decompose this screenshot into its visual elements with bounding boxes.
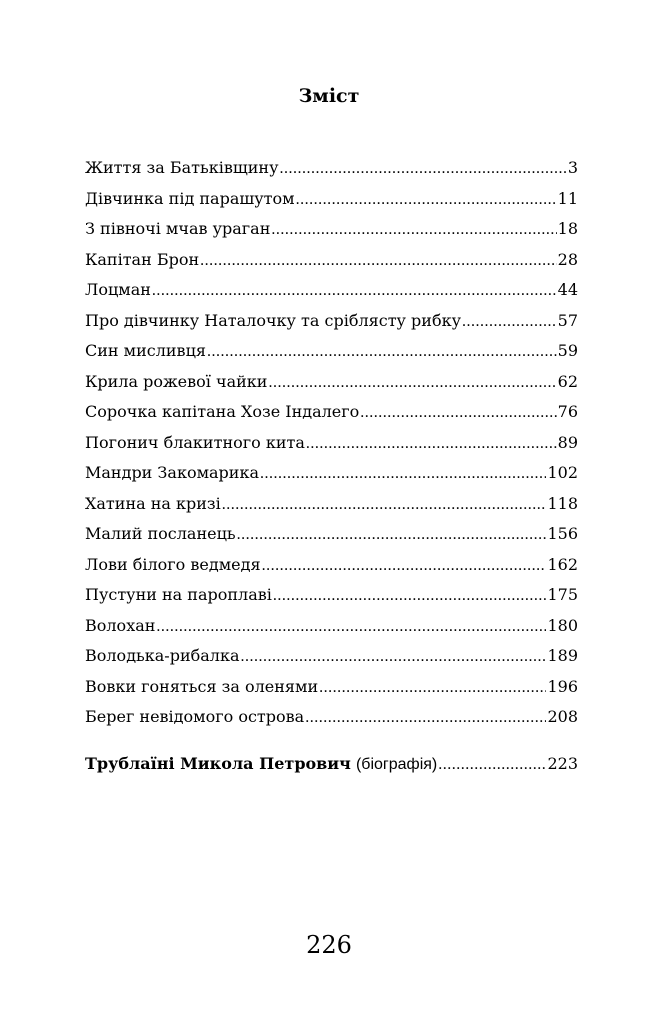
dot-leader [262,555,547,577]
toc-entry-title: Капітан Брон [85,249,200,269]
toc-entry-title: Хатина на кризі [85,493,221,513]
toc-entry [85,401,578,432]
toc-entry-page: 196 [547,676,578,696]
toc-entry-page: 89 [557,432,578,452]
toc-entry [85,584,578,615]
toc-entry-title: Вовки гоняться за оленями [85,676,319,696]
toc-entry-page: 175 [547,585,578,604]
toc-entry-page: 28 [557,249,578,269]
toc-entry [85,706,578,737]
toc-entry [85,615,578,646]
toc-entry-page: 208 [547,707,578,726]
toc-entry-title: З півночі мчав ураган [85,219,271,238]
toc-entry [85,554,578,585]
toc-entry-page: 59 [557,341,578,360]
dot-leader [268,372,556,394]
toc-entry [85,432,578,463]
toc-entry [85,523,578,554]
dot-leader [237,524,547,546]
toc-entry-page: 223 [547,753,578,773]
toc-entry-page: 3 [567,158,578,177]
toc-entry-page: 18 [557,219,578,238]
dot-leader [305,707,546,729]
dot-leader [222,494,547,516]
toc-entry-page: 156 [547,524,578,543]
toc-entry [85,218,578,249]
toc-entry-title: Лоцман [85,280,151,299]
table-of-contents [85,157,578,783]
toc-entry-page: 44 [557,280,578,299]
toc-entry-title: Мандри Закомарика [85,463,259,482]
toc-entry-title: Пустуни на пароплаві [85,585,272,604]
toc-entry-page: 76 [557,402,578,421]
toc-entry-title: Погонич блакитного кита [85,432,305,452]
toc-entry-page: 62 [557,371,578,391]
author-name: Трублаїні Микола Петрович [85,753,351,773]
dot-leader [306,433,557,455]
toc-entry-title: Берег невідомого острова [85,707,305,726]
toc-entry-page: 118 [547,493,578,513]
toc-entry-title: Малий посланець [85,524,236,543]
page-title: Зміст [298,85,360,107]
dot-leader [271,219,556,241]
toc-entry [85,157,578,188]
toc-entry-title: Сорочка капітана Хозе Індалего [85,402,360,421]
toc-entry-page: 57 [557,310,578,330]
dot-leader [260,463,546,485]
toc-entry-biography [85,753,578,784]
dot-leader [273,585,547,607]
toc-entry-title: Життя за Батьківщину [85,158,279,177]
section-gap [85,737,578,753]
dot-leader [279,158,566,180]
toc-entry-title: Володька-рибалка [85,646,240,665]
biography-note: (біографія) [355,755,438,773]
toc-entry-page: 162 [547,554,578,574]
toc-entry-page: 102 [547,463,578,482]
toc-entry [85,310,578,341]
toc-entry-page: 11 [557,188,578,208]
dot-leader [156,616,546,638]
toc-entry-title: Волохан [85,615,156,635]
toc-entry [85,249,578,280]
toc-entry-page: 180 [547,615,578,635]
dot-leader [438,754,546,776]
toc-entry [85,279,578,310]
toc-entry-title: Крила рожевої чайки [85,371,268,391]
toc-entry [85,676,578,707]
toc-entry-title: Син мисливця [85,341,206,360]
dot-leader [319,677,546,699]
toc-entry-title: Про дівчинку Наталочку та сріблясту рибку [85,310,462,330]
dot-leader [462,311,557,333]
dot-leader [240,646,546,668]
toc-entry [85,340,578,371]
dot-leader [152,280,557,302]
toc-entry [85,493,578,524]
toc-entry [85,371,578,402]
toc-entry-page: 189 [547,646,578,665]
toc-entry-title: Лови білого ведмедя [85,554,261,574]
dot-leader [207,341,557,363]
toc-entry [85,645,578,676]
dot-leader [200,250,557,272]
toc-entry-title [85,753,437,776]
dot-leader [360,402,556,424]
toc-entry-title: Дівчинка під парашутом [85,188,295,208]
dot-leader [296,189,557,211]
page-number: 226 [306,931,352,959]
toc-entry [85,188,578,219]
toc-entry [85,462,578,493]
